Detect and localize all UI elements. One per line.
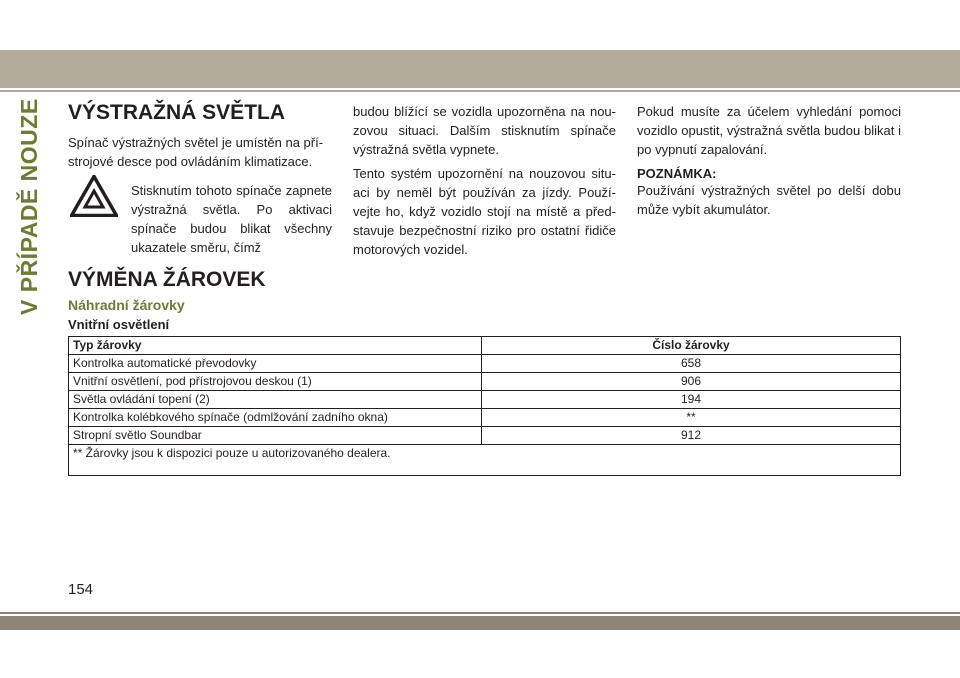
bulb-number-cell: 194	[482, 391, 901, 409]
table-row	[69, 409, 901, 427]
bulb-number-cell: 912	[482, 427, 901, 445]
table-row	[69, 391, 901, 409]
footer-band	[0, 616, 960, 630]
section-side-tab: V PŘÍPADĚ NOUZE	[16, 98, 42, 315]
note-title: POZNÁMKA:	[637, 166, 717, 181]
note-text: Používání výstražných světel po delší dobu může vybít akumulátor.	[637, 183, 901, 217]
bulb-number-cell: 906	[482, 373, 901, 391]
footer-rule	[0, 612, 960, 614]
replacement-bulbs-subtitle: Náhradní žárovky	[68, 297, 185, 313]
hazard-triangle-icon	[70, 175, 118, 217]
bulb-number-cell: 658	[482, 355, 901, 373]
header-band	[0, 50, 960, 88]
bulb-type-cell: Stropní světlo Soundbar	[69, 427, 482, 445]
hazard-icon-text: Stisknutím tohoto spínače zapnete výstražná světla. Po aktivaci spínače budou blikat všechny ukazatele směru, čímž	[131, 183, 332, 255]
bulb-type-cell: Kontrolka kolébkového spínače (odmlžování zadního okna)	[69, 409, 482, 427]
bulb-type-cell: Světla ovládání topení (2)	[69, 391, 482, 409]
bulb-table	[68, 336, 901, 476]
table-row	[69, 355, 901, 373]
table-row	[69, 427, 901, 445]
table-header-row	[69, 337, 901, 355]
bulb-type-cell: Kontrolka automatické převodovky	[69, 355, 482, 373]
page-number: 154	[68, 581, 94, 598]
bulb-number-cell: **	[482, 409, 901, 427]
hazard-section-title: VÝSTRAŽNÁ SVĚTLA	[68, 101, 286, 124]
hazard-col2-paragraph-1: budou blížící se vozidla upozorněna na nouzovou situaci. Dalším stisknutím spínače výstražná světla vypnete.	[353, 104, 616, 157]
table-footnote-row	[69, 445, 901, 476]
column-header-number: Číslo žárovky	[482, 337, 901, 355]
column-header-type: Typ žárovky	[69, 337, 482, 355]
table-row	[69, 373, 901, 391]
hazard-intro-text: Spínač výstražných světel je umístěn na přístrojové desce pod ovládáním klimatizace.	[68, 135, 324, 169]
bulb-type-cell: Vnitřní osvětlení, pod přístrojovou deskou (1)	[69, 373, 482, 391]
hazard-col2-paragraph-2: Tento systém upozornění na nouzovou situaci by neměl být používán za jízdy. Používejte ho, když vozidlo stojí na místě a představuje bezpečnostní riziko pro ostatní řidiče motorových vozidel.	[353, 166, 616, 257]
hazard-col3-paragraph: Pokud musíte za účelem vyhledání pomoci vozidlo opustit, výstražná světla budou blikat i po vypnutí zapalování.	[637, 104, 901, 157]
interior-lighting-subtitle: Vnitřní osvětlení	[68, 317, 170, 332]
header-rule	[0, 90, 960, 92]
table-footnote: ** Žárovky jsou k dispozici pouze u autorizovaného dealera.	[69, 445, 901, 476]
bulb-section-title: VÝMĚNA ŽÁROVEK	[68, 268, 266, 291]
